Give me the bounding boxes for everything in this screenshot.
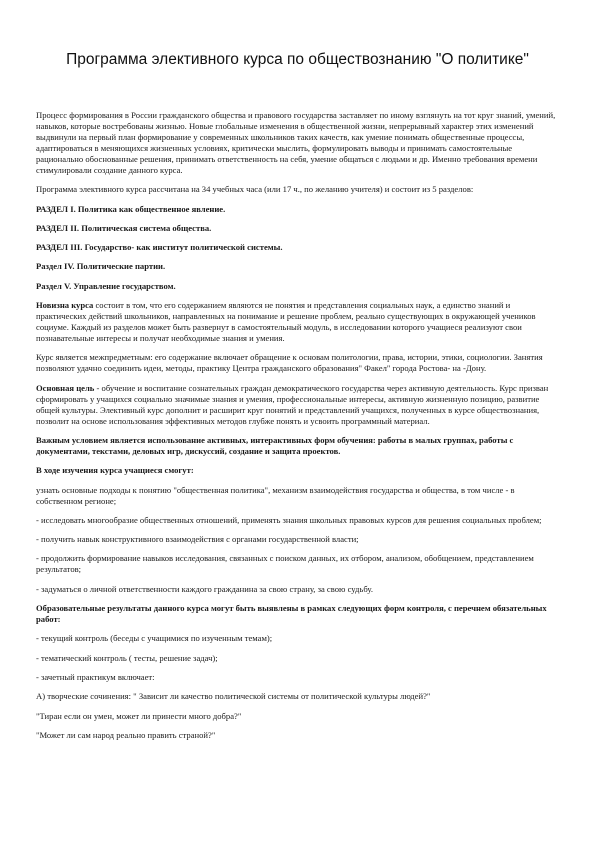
- students-item: - задуматься о личной ответственности каждого гражданина за свою страну, за свою судьбу.: [36, 583, 373, 594]
- control-item: - зачетный практикум включает:: [36, 671, 155, 682]
- goal-text: - обучение и воспитание сознательных граждан демократического государства через активную деятельность. Курс призван сформировать у учащихся социально значимые знания и умения, профессиональные интересы, активную жизненную позицию, развитие общей культуры. Элективный курс дополнит и расширит круг понятий и представлений учащихся, полученных в курсе обществознания, позволит на основе использования эффективных методов глубже понять и усвоить программный материал.: [36, 382, 549, 426]
- students-item: узнать основные подходы к понятию "общественная политика", механизм взаимодействия государства и общества, в том числе - в собственном регионе;: [36, 484, 515, 506]
- students-item: - исследовать многообразие общественных отношений, применять знания школьных правовых курсов для решения социальных проблем;: [36, 514, 542, 525]
- results-heading: Образовательные результаты данного курса могут быть выявлены в рамках следующих форм контроля, с перечнем обязательных работ:: [36, 603, 547, 625]
- section-heading: Раздел IV. Политические партии.: [36, 261, 166, 272]
- novelty-text: состоит в том, что его содержанием являются не понятия и представления социальных наук, а единство знаний и практических действий школьников, направленных на понимание и решение проблем, реально существующих в окружающей учеников социуме. Каждый из разделов может быть развернут в самостоятельный модуль, в исследовании которого учащиеся реализуют свои познавательные интересы и получат необходимые знания и умения.: [36, 300, 536, 344]
- section-heading: РАЗДЕЛ III. Государство- как институт политической системы.: [36, 242, 283, 253]
- students-heading: В ходе изучения курса учащиеся смогут:: [36, 465, 194, 476]
- control-item: "Тиран если он умен, может ли принести много добра?": [36, 710, 242, 721]
- control-item: - тематический контроль ( тесты, решение задач);: [36, 652, 218, 663]
- control-item: "Может ли сам народ реально править страной?": [36, 729, 216, 740]
- section-heading: Раздел V. Управление государством.: [36, 280, 176, 291]
- section-heading: РАЗДЕЛ I. Политика как общественное явление.: [36, 203, 226, 214]
- document-body: [36, 110, 560, 749]
- page-title: Программа элективного курса по обществознанию "О политике": [66, 51, 529, 68]
- intro-paragraph: Процесс формирования в России гражданского общества и правового государства заставляет по иному взглянуть на тот круг знаний, умений, навыков, которые востребованы жизнью. Новые глобальные изменения в общественной жизни, непрерывный характер этих изменений выдвинули на первый план формирование у современных школьников таких качеств, как умение понимать общественные процессы, адаптироваться в меняющихся жизненных условиях, критически мыслить, формулировать выводы и принимать самостоятельные рационально обоснованные решения, принимать ответственность на себя, умение общаться с людьми и др. Именно требования времени стимулировали создание данного курса.: [36, 110, 556, 175]
- control-item: А) творческие сочинения: " Зависит ли качество политической системы от политической культуры людей?": [36, 691, 431, 702]
- novelty-label: Новизна курса: [36, 300, 94, 311]
- interdisciplinary-paragraph: Курс является межпредметным: его содержание включает обращение к основам политологии, права, истории, этики, социологии. Занятия позволяют удачно соединить идеи, методы, практику Центра гражданского образования" Факел" города Ростова- на -Дону.: [36, 352, 543, 374]
- condition-paragraph: Важным условием является использование активных, интерактивных форм обучения: работы в малых группах, работы с документами, текстами, деловых игр, дискуссий, создание и защита проектов.: [36, 434, 514, 456]
- goal-label: Основная цель: [36, 382, 95, 393]
- goal-paragraph: [36, 383, 560, 427]
- students-item: - продолжить формирование навыков исследования, связанных с поиском данных, их отбором, анализом, обобщением, представлением результатов;: [36, 553, 534, 575]
- novelty-paragraph: [36, 300, 560, 344]
- students-item: - получить навык конструктивного взаимодействия с органами государственной власти;: [36, 534, 359, 545]
- control-item: - текущий контроль (беседы с учащимися по изученным темам);: [36, 633, 273, 644]
- hours-paragraph: Программа элективного курса рассчитана на 34 учебных часа (или 17 ч., по желанию учителя) и состоит из 5 разделов:: [36, 184, 474, 195]
- section-heading: РАЗДЕЛ II. Политическая система общества.: [36, 222, 212, 233]
